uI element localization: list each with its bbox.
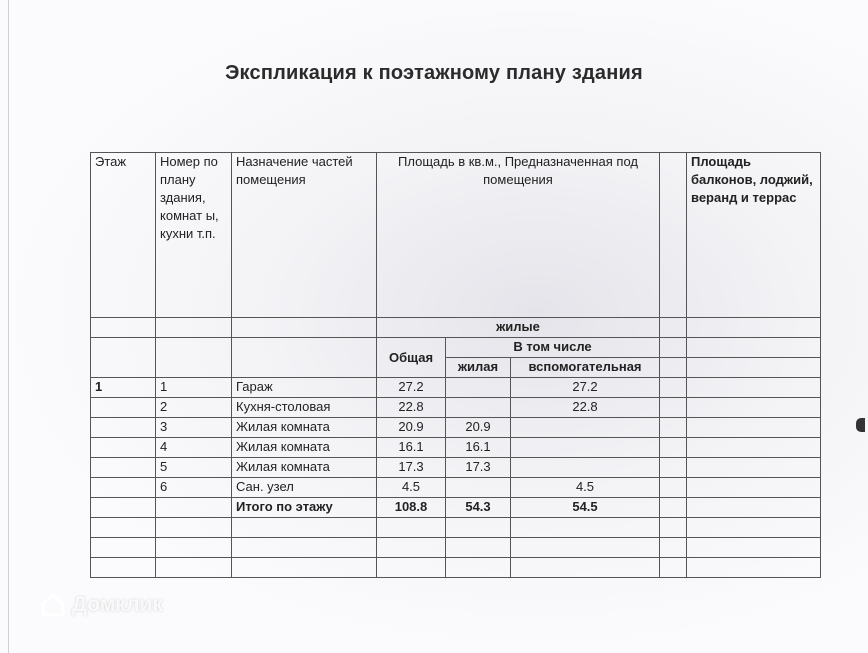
header-room-number: Номер по плану здания, комнат ы, кухни т.п. (156, 153, 232, 318)
header-blank (660, 153, 687, 318)
cell-total: 17.3 (377, 458, 446, 478)
header-balcony: Площадь балконов, лоджий, веранд и террас (687, 153, 821, 318)
summary-aux: 54.5 (511, 498, 660, 518)
cell-name: Жилая комната (232, 418, 377, 438)
cell-num: 1 (156, 378, 232, 398)
cell-total: 20.9 (377, 418, 446, 438)
cell-name: Жилая комната (232, 458, 377, 478)
empty-row (91, 558, 821, 578)
table-row (91, 398, 821, 418)
cell-living: 17.3 (446, 458, 511, 478)
cell-living (446, 478, 511, 498)
cell-floor: 1 (91, 378, 156, 398)
header-total: Общая (377, 338, 446, 378)
document-title: Экспликация к поэтажному плану здания (225, 62, 643, 84)
header-row-total (91, 338, 821, 358)
header-row-residential (91, 318, 821, 338)
summary-total: 108.8 (377, 498, 446, 518)
summary-label: Итого по этажу (232, 498, 377, 518)
header-area: Площадь в кв.м., Предназначенная под помещения (377, 153, 660, 318)
table-row (91, 478, 821, 498)
cell-floor (91, 418, 156, 438)
cell-aux (511, 458, 660, 478)
summary-row (91, 498, 821, 518)
explication-table (90, 152, 821, 578)
header-including: В том числе (446, 338, 660, 358)
cell-aux (511, 418, 660, 438)
header-residential: жилые (377, 318, 660, 338)
cell-living: 16.1 (446, 438, 511, 458)
cell-aux: 4.5 (511, 478, 660, 498)
cell-floor (91, 398, 156, 418)
empty-row (91, 518, 821, 538)
cell-num: 2 (156, 398, 232, 418)
cell-num: 5 (156, 458, 232, 478)
cell-total: 22.8 (377, 398, 446, 418)
cell-num: 4 (156, 438, 232, 458)
cell-floor (91, 478, 156, 498)
cell-num: 6 (156, 478, 232, 498)
cell-aux (511, 438, 660, 458)
house-icon (40, 592, 66, 618)
empty-row (91, 538, 821, 558)
cell-floor (91, 438, 156, 458)
header-floor: Этаж (91, 153, 156, 318)
cell-living (446, 378, 511, 398)
binder-hole-mark (856, 418, 865, 432)
header-auxiliary: вспомогательная (511, 358, 660, 378)
cell-living: 20.9 (446, 418, 511, 438)
cell-total: 16.1 (377, 438, 446, 458)
cell-name: Гараж (232, 378, 377, 398)
header-purpose: Назначение частей помещения (232, 153, 377, 318)
cell-living (446, 398, 511, 418)
cell-total: 4.5 (377, 478, 446, 498)
cell-total: 27.2 (377, 378, 446, 398)
table-row (91, 378, 821, 398)
header-living: жилая (446, 358, 511, 378)
cell-name: Сан. узел (232, 478, 377, 498)
cell-name: Кухня-столовая (232, 398, 377, 418)
watermark (40, 592, 163, 618)
cell-num: 3 (156, 418, 232, 438)
cell-aux: 22.8 (511, 398, 660, 418)
summary-living: 54.3 (446, 498, 511, 518)
table-row (91, 418, 821, 438)
watermark-text: Домклик (72, 593, 163, 616)
header-row (91, 153, 821, 318)
cell-name: Жилая комната (232, 438, 377, 458)
page-edge-line (8, 0, 9, 653)
cell-aux: 27.2 (511, 378, 660, 398)
cell-floor (91, 458, 156, 478)
table-row (91, 438, 821, 458)
table-row (91, 458, 821, 478)
